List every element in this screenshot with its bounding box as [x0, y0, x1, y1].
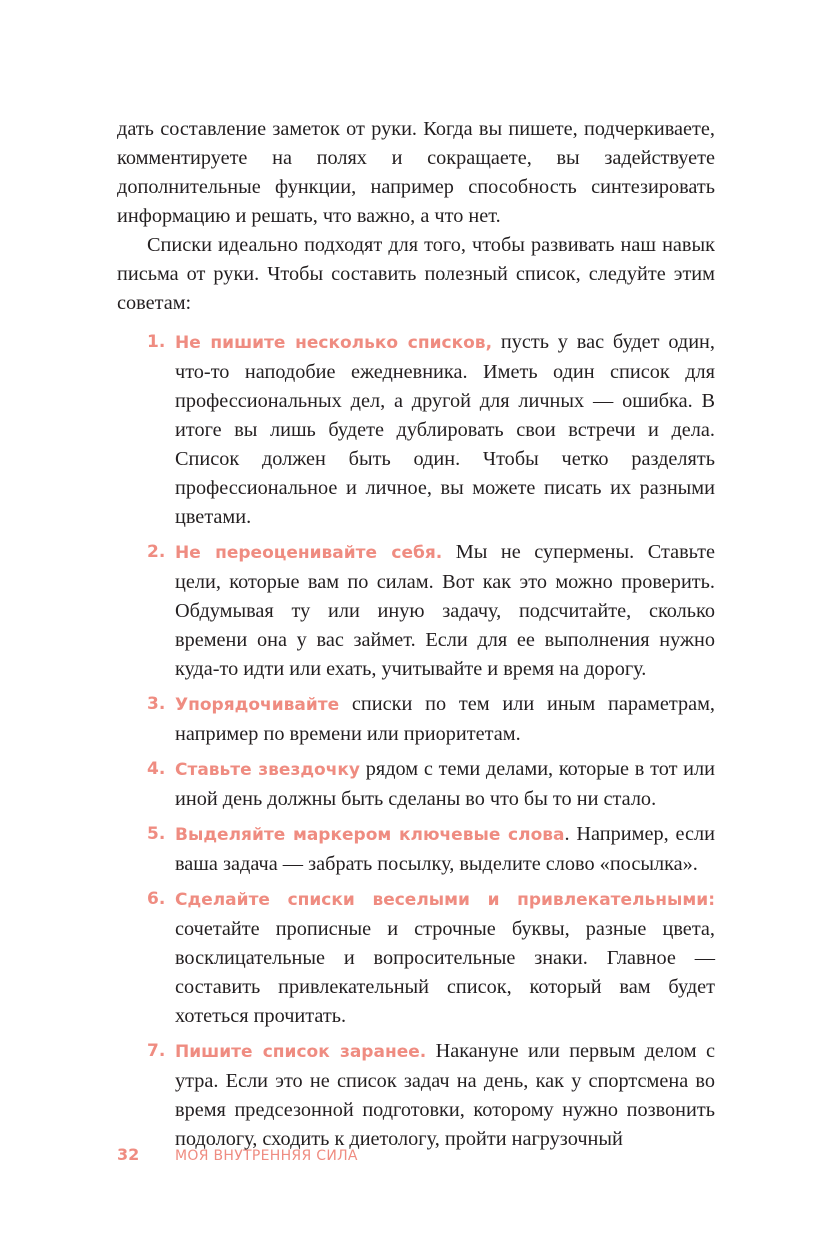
tip-lead: Сделайте списки веселыми и привлекательными: — [175, 890, 715, 910]
tip-lead: Ставьте звездочку — [175, 760, 361, 780]
page-footer — [117, 1145, 358, 1169]
tip-lead: Не переоценивайте себя. — [175, 543, 443, 563]
tip-text: рядом с теми делами, которые в тот или иной день должны быть сделаны во что бы то ни стало. — [175, 758, 715, 810]
tip-text: списки по тем или иным параметрам, например по времени или приоритетам. — [175, 693, 715, 745]
tip-item-1 — [117, 328, 715, 532]
tip-number: 7. — [147, 1041, 166, 1061]
tip-number: 6. — [147, 889, 166, 909]
page-body — [117, 115, 715, 1160]
running-title: МОЯ ВНУТРЕННЯЯ СИЛА — [175, 1148, 358, 1164]
tip-number: 1. — [147, 332, 166, 352]
tip-item-6 — [117, 885, 715, 1031]
tip-number: 5. — [147, 824, 166, 844]
tip-item-2 — [117, 538, 715, 684]
tip-text: сочетайте прописные и строчные буквы, разные цвета, восклицательные и вопросительные знаки. Главное — составить привлекательный список, который вам будет хотеться прочитать. — [175, 918, 715, 1027]
tips-list — [117, 328, 715, 1154]
tip-lead: Пишите список заранее. — [175, 1042, 427, 1062]
tip-number: 3. — [147, 694, 166, 714]
intro-paragraph-2: Списки идеально подходят для того, чтобы развивать наш навык письма от руки. Чтобы составить полезный список, следуйте этим советам: — [117, 234, 715, 314]
tip-item-5 — [117, 820, 715, 879]
tip-text: Накануне или первым делом с утра. Если это не список задач на день, как у спортсмена во время предсезонной подготовки, которому нужно позвонить подологу, сходить к диетологу, пройти нагрузочный — [175, 1040, 716, 1150]
intro-paragraph-1: дать составление заметок от руки. Когда вы пишете, подчеркиваете, комментируете на полях и сокращаете, вы задействуете дополнительные функции, например способность синтезировать информацию и решать, что важно, а что нет. — [117, 118, 715, 227]
tip-text: . Например, если ваша задача — забрать посылку, выделите слово «посылка». — [175, 823, 715, 875]
tip-lead: Не пишите несколько списков, — [175, 333, 493, 353]
tip-text: Мы не супермены. Ставьте цели, которые вам по силам. Вот как это можно проверить. Обдумывая ту или иную задачу, подсчитайте, сколько времени она у вас займет. Если для ее выполнения нужно куда-то идти или ехать, учитывайте и время на дорогу. — [175, 541, 715, 680]
tip-item-7 — [117, 1037, 715, 1154]
page-number: 32 — [117, 1145, 140, 1164]
tip-lead: Выделяйте маркером ключевые слова — [175, 825, 565, 845]
tip-item-3 — [117, 690, 715, 749]
tip-lead: Упорядочивайте — [175, 695, 340, 715]
tip-item-4 — [117, 755, 715, 814]
tip-number: 2. — [147, 542, 166, 562]
tip-number: 4. — [147, 759, 166, 779]
tip-text: пусть у вас будет один, что-то наподобие ежедневника. Иметь один список для профессиональных дел, а другой для личных — ошибка. В итоге вы лишь будете дублировать свои встречи и дела. Список должен быть один. Чтобы четко разделять профессиональное и личное, вы можете писать их разными цветами. — [175, 331, 715, 528]
